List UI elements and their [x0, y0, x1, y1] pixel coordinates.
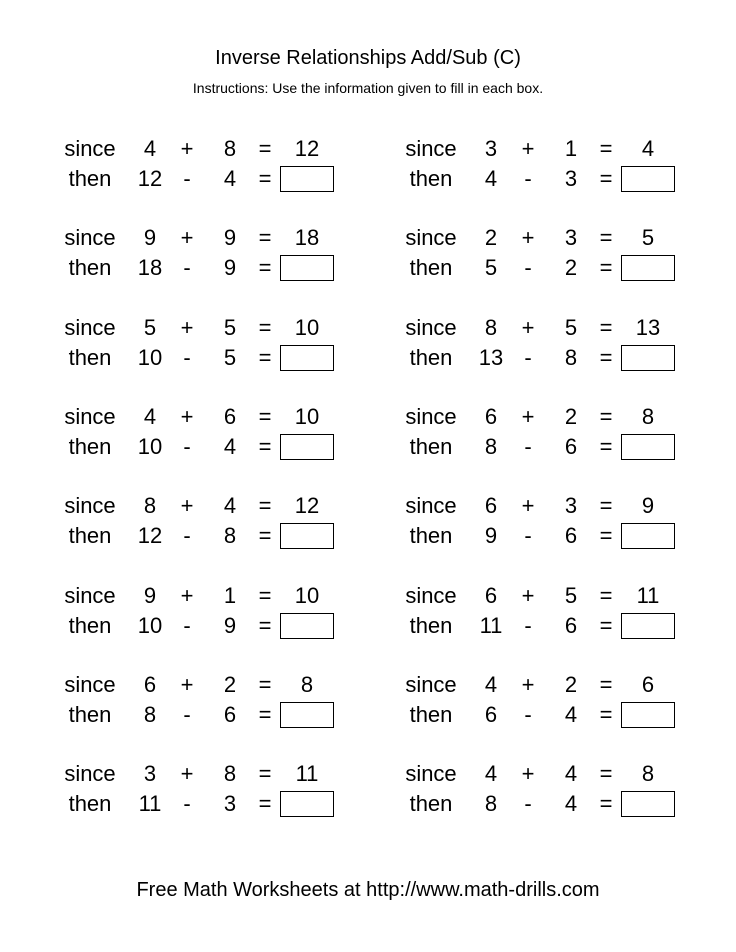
sum-value: 12: [294, 136, 320, 161]
minuend: 8: [484, 434, 498, 459]
answer-box[interactable]: [621, 702, 675, 728]
addend-a: 4: [143, 136, 157, 161]
answer-box[interactable]: [621, 434, 675, 460]
answer-box[interactable]: [280, 255, 334, 281]
answer-box[interactable]: [621, 523, 675, 549]
answer-box[interactable]: [621, 791, 675, 817]
since-word: since: [64, 761, 116, 786]
addend-a: 6: [484, 583, 498, 608]
equals-sign-top: =: [258, 315, 272, 340]
worksheet-instructions: Instructions: Use the information given to fill in each box.: [192, 80, 544, 96]
then-word: then: [409, 345, 453, 370]
addend-b: 4: [564, 761, 578, 786]
addend-a: 3: [484, 136, 498, 161]
then-word: then: [409, 791, 453, 816]
answer-box[interactable]: [621, 166, 675, 192]
subtrahend: 3: [564, 166, 578, 191]
since-word: since: [405, 225, 457, 250]
minus-sign: -: [524, 613, 532, 638]
answer-box[interactable]: [280, 166, 334, 192]
since-word: since: [405, 404, 457, 429]
problem-3: [60, 225, 360, 289]
minus-sign: -: [183, 255, 191, 280]
equals-sign-bottom: =: [599, 702, 613, 727]
then-word: then: [68, 523, 112, 548]
problem-9: [60, 493, 360, 557]
subtrahend: 5: [223, 345, 237, 370]
minuend: 6: [484, 702, 498, 727]
equals-sign-top: =: [258, 225, 272, 250]
equals-sign-top: =: [258, 761, 272, 786]
minus-sign: -: [524, 523, 532, 548]
plus-sign: +: [521, 136, 535, 161]
answer-box[interactable]: [280, 345, 334, 371]
equals-sign-top: =: [599, 493, 613, 518]
minuend: 10: [137, 345, 163, 370]
plus-sign: +: [180, 672, 194, 697]
addend-a: 8: [143, 493, 157, 518]
minus-sign: -: [524, 166, 532, 191]
equals-sign-bottom: =: [599, 345, 613, 370]
since-word: since: [64, 493, 116, 518]
since-word: since: [405, 136, 457, 161]
subtrahend: 6: [564, 523, 578, 548]
problem-11: [60, 583, 360, 647]
addend-b: 8: [223, 761, 237, 786]
minuend: 10: [137, 434, 163, 459]
since-word: since: [405, 583, 457, 608]
equals-sign-top: =: [258, 493, 272, 518]
since-word: since: [64, 136, 116, 161]
addend-a: 6: [143, 672, 157, 697]
plus-sign: +: [521, 225, 535, 250]
addend-b: 2: [564, 404, 578, 429]
minus-sign: -: [183, 166, 191, 191]
then-word: then: [68, 255, 112, 280]
since-word: since: [405, 761, 457, 786]
subtrahend: 4: [564, 702, 578, 727]
addend-b: 1: [564, 136, 578, 161]
since-word: since: [64, 672, 116, 697]
equals-sign-top: =: [599, 315, 613, 340]
addend-a: 9: [143, 225, 157, 250]
then-word: then: [409, 255, 453, 280]
minus-sign: -: [183, 702, 191, 727]
plus-sign: +: [180, 761, 194, 786]
plus-sign: +: [521, 404, 535, 429]
addend-b: 8: [223, 136, 237, 161]
equals-sign-top: =: [599, 761, 613, 786]
addend-a: 4: [143, 404, 157, 429]
addend-b: 6: [223, 404, 237, 429]
subtrahend: 2: [564, 255, 578, 280]
sum-value: 6: [641, 672, 655, 697]
minuend: 11: [138, 791, 162, 816]
since-word: since: [405, 672, 457, 697]
sum-value: 11: [295, 761, 319, 786]
equals-sign-bottom: =: [258, 166, 272, 191]
minuend: 12: [137, 166, 163, 191]
minuend: 5: [484, 255, 498, 280]
problem-8: [401, 404, 701, 468]
minus-sign: -: [524, 345, 532, 370]
sum-value: 10: [294, 315, 320, 340]
addend-a: 4: [484, 672, 498, 697]
addend-b: 3: [564, 493, 578, 518]
problem-5: [60, 315, 360, 379]
equals-sign-top: =: [258, 672, 272, 697]
subtrahend: 8: [564, 345, 578, 370]
equals-sign-bottom: =: [599, 166, 613, 191]
minuend: 10: [137, 613, 163, 638]
answer-box[interactable]: [621, 255, 675, 281]
then-word: then: [68, 791, 112, 816]
minuend: 12: [137, 523, 163, 548]
subtrahend: 8: [223, 523, 237, 548]
minus-sign: -: [524, 434, 532, 459]
since-word: since: [405, 493, 457, 518]
equals-sign-top: =: [599, 136, 613, 161]
plus-sign: +: [180, 493, 194, 518]
addend-b: 5: [564, 583, 578, 608]
equals-sign-bottom: =: [599, 434, 613, 459]
answer-box[interactable]: [280, 791, 334, 817]
sum-value: 11: [636, 583, 660, 608]
since-word: since: [64, 225, 116, 250]
equals-sign-top: =: [599, 225, 613, 250]
answer-box[interactable]: [621, 345, 675, 371]
subtrahend: 4: [223, 434, 237, 459]
subtrahend: 9: [223, 255, 237, 280]
problem-13: [60, 672, 360, 736]
sum-value: 10: [294, 583, 320, 608]
problem-4: [401, 225, 701, 289]
subtrahend: 9: [223, 613, 237, 638]
problem-12: [401, 583, 701, 647]
answer-box[interactable]: [280, 613, 334, 639]
subtrahend: 6: [564, 613, 578, 638]
equals-sign-bottom: =: [258, 345, 272, 370]
sum-value: 9: [641, 493, 655, 518]
sum-value: 12: [294, 493, 320, 518]
addend-b: 3: [564, 225, 578, 250]
plus-sign: +: [521, 761, 535, 786]
equals-sign-bottom: =: [258, 434, 272, 459]
sum-value: 4: [641, 136, 655, 161]
problem-1: [60, 136, 360, 200]
minus-sign: -: [183, 613, 191, 638]
since-word: since: [64, 404, 116, 429]
sum-value: 8: [300, 672, 314, 697]
plus-sign: +: [521, 493, 535, 518]
minus-sign: -: [524, 702, 532, 727]
minuend: 4: [484, 166, 498, 191]
equals-sign-bottom: =: [258, 791, 272, 816]
addend-b: 2: [223, 672, 237, 697]
then-word: then: [68, 613, 112, 638]
minuend: 9: [484, 523, 498, 548]
then-word: then: [68, 434, 112, 459]
addend-b: 1: [223, 583, 237, 608]
minus-sign: -: [524, 255, 532, 280]
minuend: 8: [143, 702, 157, 727]
addend-b: 4: [223, 493, 237, 518]
addend-a: 4: [484, 761, 498, 786]
sum-value: 5: [641, 225, 655, 250]
then-word: then: [409, 166, 453, 191]
minus-sign: -: [524, 791, 532, 816]
plus-sign: +: [521, 672, 535, 697]
sum-value: 8: [641, 761, 655, 786]
problem-6: [401, 315, 701, 379]
since-word: since: [64, 315, 116, 340]
minus-sign: -: [183, 523, 191, 548]
subtrahend: 6: [223, 702, 237, 727]
addend-b: 5: [223, 315, 237, 340]
answer-box[interactable]: [280, 523, 334, 549]
plus-sign: +: [180, 404, 194, 429]
equals-sign-bottom: =: [258, 255, 272, 280]
problem-16: [401, 761, 701, 825]
minuend: 8: [484, 791, 498, 816]
plus-sign: +: [521, 583, 535, 608]
addend-b: 5: [564, 315, 578, 340]
answer-box[interactable]: [280, 702, 334, 728]
addend-a: 6: [484, 404, 498, 429]
then-word: then: [68, 702, 112, 727]
addend-a: 3: [143, 761, 157, 786]
addend-a: 2: [484, 225, 498, 250]
problem-14: [401, 672, 701, 736]
worksheet-title: Inverse Relationships Add/Sub (C): [215, 47, 521, 69]
then-word: then: [409, 434, 453, 459]
equals-sign-bottom: =: [599, 613, 613, 638]
plus-sign: +: [180, 315, 194, 340]
equals-sign-top: =: [599, 404, 613, 429]
equals-sign-bottom: =: [258, 523, 272, 548]
since-word: since: [405, 315, 457, 340]
then-word: then: [409, 613, 453, 638]
minuend: 18: [137, 255, 163, 280]
equals-sign-bottom: =: [599, 523, 613, 548]
equals-sign-top: =: [599, 583, 613, 608]
footer-text: Free Math Worksheets at http://www.math-drills.com: [136, 879, 600, 901]
equals-sign-top: =: [258, 583, 272, 608]
plus-sign: +: [180, 225, 194, 250]
equals-sign-top: =: [599, 672, 613, 697]
plus-sign: +: [180, 136, 194, 161]
subtrahend: 3: [223, 791, 237, 816]
equals-sign-top: =: [258, 404, 272, 429]
answer-box[interactable]: [280, 434, 334, 460]
minus-sign: -: [183, 434, 191, 459]
equals-sign-bottom: =: [258, 702, 272, 727]
equals-sign-bottom: =: [599, 255, 613, 280]
then-word: then: [409, 523, 453, 548]
then-word: then: [68, 166, 112, 191]
sum-value: 8: [641, 404, 655, 429]
sum-value: 10: [294, 404, 320, 429]
problem-2: [401, 136, 701, 200]
subtrahend: 6: [564, 434, 578, 459]
plus-sign: +: [180, 583, 194, 608]
minuend: 11: [479, 613, 503, 638]
answer-box[interactable]: [621, 613, 675, 639]
problem-7: [60, 404, 360, 468]
sum-value: 13: [635, 315, 661, 340]
addend-a: 6: [484, 493, 498, 518]
sum-value: 18: [294, 225, 320, 250]
equals-sign-bottom: =: [599, 791, 613, 816]
since-word: since: [64, 583, 116, 608]
then-word: then: [68, 345, 112, 370]
minus-sign: -: [183, 791, 191, 816]
equals-sign-top: =: [258, 136, 272, 161]
then-word: then: [409, 702, 453, 727]
problem-10: [401, 493, 701, 557]
equals-sign-bottom: =: [258, 613, 272, 638]
subtrahend: 4: [223, 166, 237, 191]
plus-sign: +: [521, 315, 535, 340]
addend-b: 2: [564, 672, 578, 697]
minuend: 13: [478, 345, 504, 370]
problem-15: [60, 761, 360, 825]
minus-sign: -: [183, 345, 191, 370]
addend-b: 9: [223, 225, 237, 250]
addend-a: 8: [484, 315, 498, 340]
addend-a: 5: [143, 315, 157, 340]
subtrahend: 4: [564, 791, 578, 816]
addend-a: 9: [143, 583, 157, 608]
